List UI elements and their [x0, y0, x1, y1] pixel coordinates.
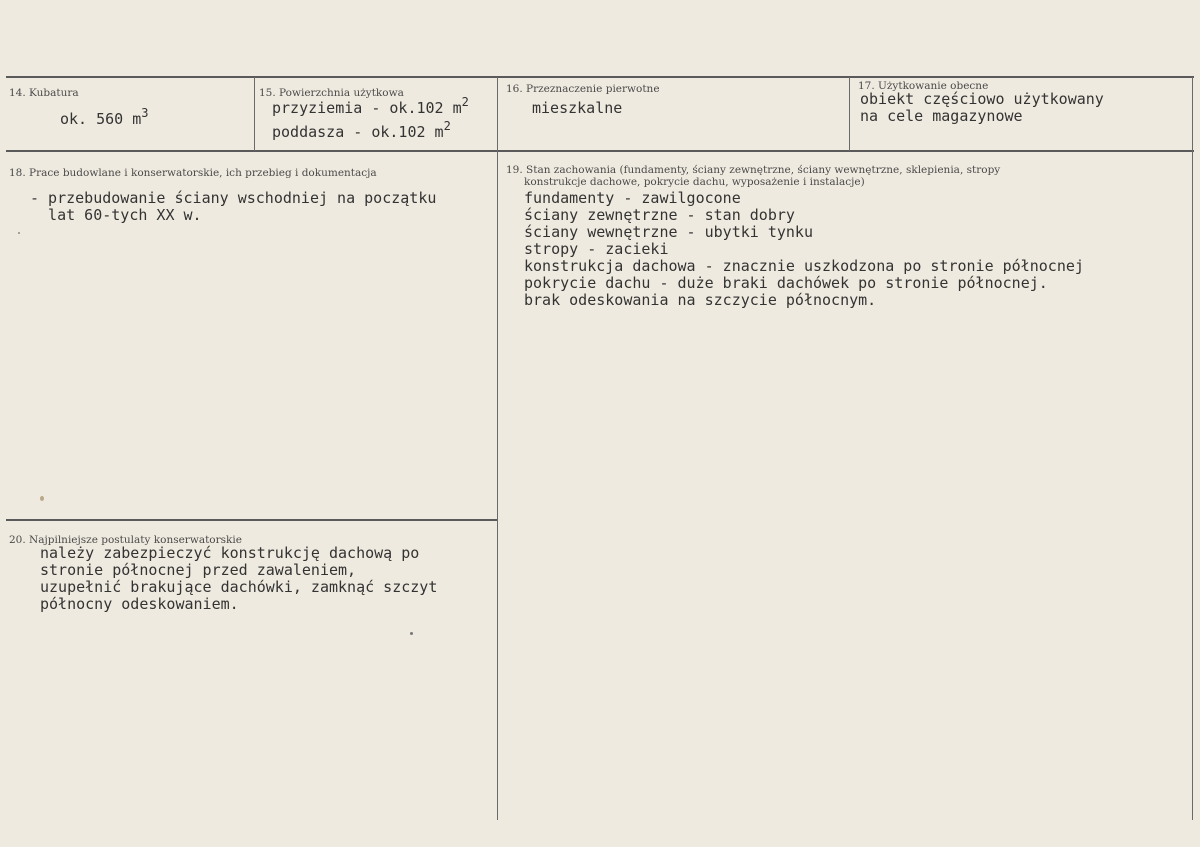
field17-line1: obiekt częściowo użytkowany [860, 90, 1104, 108]
field19-line: stropy - zacieki [524, 240, 669, 258]
field20-line: stronie północnej przed zawaleniem, [40, 561, 357, 579]
field18-line1: - przebudowanie ściany wschodniej na początku [30, 189, 437, 207]
field20-line: północny odeskowaniem. [40, 595, 239, 613]
field17-label: 17. Użytkowanie obecne [858, 80, 989, 92]
field20-label: 20. Najpilniejsze postulaty konserwatorskie [9, 534, 242, 546]
field19-line: ściany wewnętrzne - ubytki tynku [524, 223, 813, 241]
field19-line: ściany zewnętrzne - stan dobry [524, 206, 795, 224]
field15-label: 15. Powierzchnia użytkowa [259, 87, 404, 99]
field19-line: pokrycie dachu - duże braki dachówek po stronie północnej. [524, 274, 1048, 292]
field17-line2: na cele magazynowe [860, 107, 1023, 125]
field20-rule [6, 519, 498, 521]
field14-value: ok. 560 $m^3$ [60, 106, 149, 128]
field15-line2: poddasza - ok.102 $m^2$ [272, 119, 451, 141]
mid-rule [6, 150, 1194, 152]
field19-line: fundamenty - zawilgocone [524, 189, 741, 207]
paper-speck [40, 496, 44, 501]
field19-line: konstrukcja dachowa - znacznie uszkodzona po stronie północnej [524, 257, 1084, 275]
field20-line: uzupełnić brakujące dachówki, zamknąć szczyt [40, 578, 438, 596]
right-border [1192, 77, 1193, 820]
field20-line: należy zabezpieczyć konstrukcję dachową po [40, 544, 420, 562]
field16-value: mieszkalne [532, 99, 623, 117]
field18-label: 18. Prace budowlane i konserwatorskie, ich przebieg i dokumentacja [9, 167, 377, 179]
field15-line1: przyziemia - ok.102 $m^2$ [272, 95, 469, 117]
field18-line2: lat 60-tych XX w. [30, 206, 202, 224]
field16-label: 16. Przeznaczenie pierwotne [506, 83, 660, 95]
field14-label: 14. Kubatura [9, 87, 79, 99]
divider-16-17 [849, 77, 850, 151]
field19-label-line2: konstrukcje dachowe, pokrycie dachu, wyposażenie i instalacje) [524, 176, 865, 188]
divider-14-15 [254, 77, 255, 151]
field19-line: brak odeskowania na szczycie północnym. [524, 291, 877, 309]
top-rule [6, 76, 1194, 78]
paper-speck [410, 632, 413, 635]
paper-speck [18, 232, 20, 234]
field19-label-line1: 19. Stan zachowania (fundamenty, ściany zewnętrzne, ściany wewnętrzne, sklepienia, stropy [506, 164, 1001, 176]
divider-15-16 [497, 77, 498, 820]
